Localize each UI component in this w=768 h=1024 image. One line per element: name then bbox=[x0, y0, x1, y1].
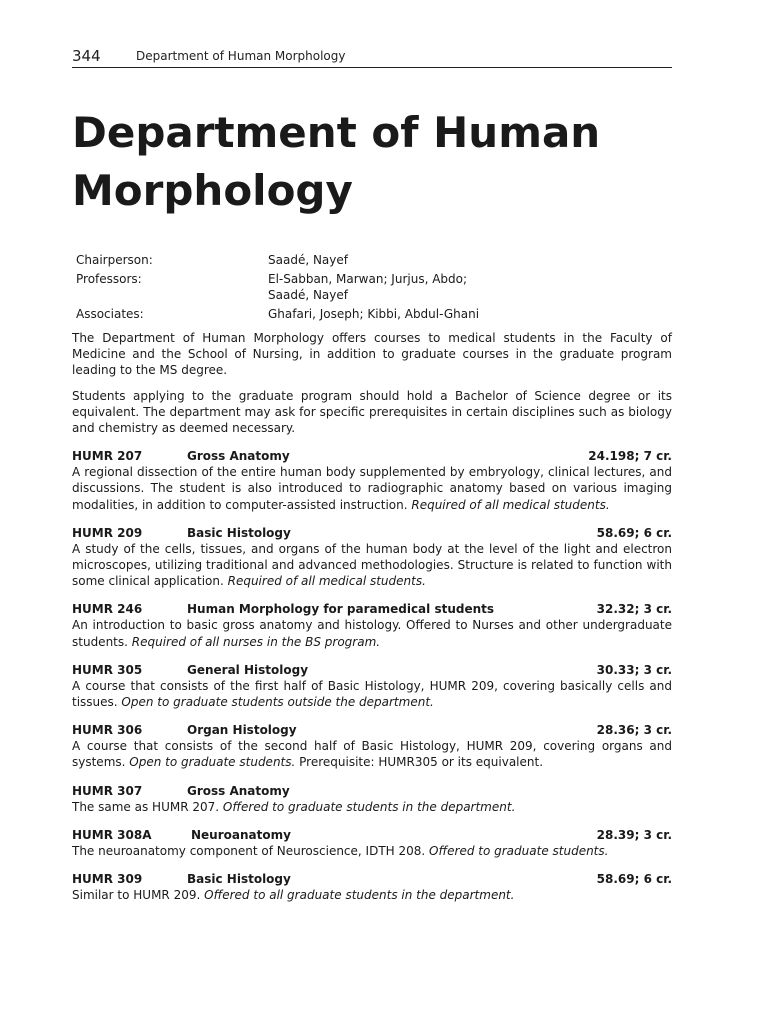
staff-name-line: Saadé, Nayef bbox=[268, 288, 348, 302]
course-name: Gross Anatomy bbox=[187, 783, 290, 798]
course-name: Basic Histology bbox=[187, 525, 291, 540]
course-description-text: A study of the cells, tissues, and organs of the human body at the level of the light and electron microscopes, utilizing traditional and advanced methodologies. Structure is related to function with some clinical application. bbox=[72, 541, 672, 589]
course-code: HUMR 307 bbox=[72, 783, 143, 798]
course-description bbox=[72, 464, 672, 513]
course-header bbox=[72, 783, 672, 799]
course-header bbox=[72, 722, 672, 738]
course-credits: 28.39; 3 cr. bbox=[596, 827, 672, 842]
staff-row-associates bbox=[76, 306, 672, 322]
course-description-text: An introduction to basic gross anatomy and histology. Offered to Nurses and other undergraduate students. bbox=[72, 618, 672, 649]
course-note: Offered to graduate students. bbox=[429, 843, 609, 858]
course-name: Organ Histology bbox=[187, 723, 297, 738]
course-code: HUMR 309 bbox=[72, 872, 143, 887]
staff-row-chairperson bbox=[76, 252, 672, 268]
course-code: HUMR 246 bbox=[72, 602, 143, 617]
course-humr-209 bbox=[72, 525, 672, 590]
course-description-text: The neuroanatomy component of Neuroscience, IDTH 208. bbox=[72, 843, 430, 858]
staff-role: Professors: bbox=[76, 272, 142, 286]
course-description bbox=[72, 617, 672, 649]
course-humr-306 bbox=[72, 722, 672, 770]
intro-paragraph: The Department of Human Morphology offers courses to medical students in the Faculty of Medicine and the School of Nursing, in addition to graduate courses in the graduate program leading to the MS degree. bbox=[72, 331, 672, 378]
course-note: Required of all nurses in the BS program. bbox=[131, 634, 381, 649]
staff-names bbox=[268, 252, 672, 268]
page-number: 344 bbox=[72, 47, 101, 65]
course-header bbox=[72, 601, 672, 617]
page-title: Department of Human Morphology bbox=[72, 108, 601, 215]
course-description-text: A course that consists of the second half of Basic Histology, HUMR 209, covering organs and systems. bbox=[72, 739, 672, 770]
course-code: HUMR 207 bbox=[72, 449, 143, 464]
course-credits: 28.36; 3 cr. bbox=[596, 723, 672, 738]
course-credits: 24.198; 7 cr. bbox=[588, 449, 672, 464]
staff-name-line: Ghafari, Joseph; Kibbi, Abdul-Ghani bbox=[268, 307, 480, 321]
staff-name-line: Saadé, Nayef bbox=[268, 253, 348, 267]
course-note: Offered to graduate students in the department. bbox=[222, 799, 516, 814]
course-description-text: The same as HUMR 207. bbox=[72, 799, 223, 814]
course-description bbox=[72, 887, 672, 903]
course-credits: 32.32; 3 cr. bbox=[596, 602, 672, 617]
course-header bbox=[72, 525, 672, 541]
course-description-tail: Prerequisite: HUMR305 or its equivalent. bbox=[295, 755, 544, 770]
course-humr-307 bbox=[72, 783, 672, 815]
course-humr-207 bbox=[72, 448, 672, 513]
course-credits: 58.69; 6 cr. bbox=[596, 872, 672, 887]
course-code: HUMR 306 bbox=[72, 723, 143, 738]
course-description-text: Similar to HUMR 209. bbox=[72, 888, 205, 903]
course-code: HUMR 305 bbox=[72, 662, 143, 677]
course-humr-309 bbox=[72, 871, 672, 903]
course-name: Neuroanatomy bbox=[191, 827, 291, 842]
staff-role: Associates: bbox=[76, 307, 144, 321]
staff-list bbox=[76, 252, 672, 325]
course-description-text: A regional dissection of the entire human body supplemented by embryology, clinical lectures, and discussions. The student is also introduced to radiographic anatomy based on various imaging modalities, in addition to computer-assisted instruction. bbox=[72, 465, 672, 512]
staff-name-line: El-Sabban, Marwan; Jurjus, Abdo; bbox=[268, 272, 468, 286]
intro-paragraph: Students applying to the graduate program should hold a Bachelor of Science degree or its equivalent. The department may ask for specific prerequisites in certain disciplines such as biology and chemistry as deemed necessary. bbox=[72, 388, 672, 436]
course-description bbox=[72, 541, 672, 590]
running-title: Department of Human Morphology bbox=[136, 49, 346, 63]
course-humr-308a bbox=[72, 827, 672, 859]
course-humr-305 bbox=[72, 662, 672, 710]
course-name: General Histology bbox=[187, 662, 309, 677]
course-description bbox=[72, 738, 672, 770]
course-credits: 30.33; 3 cr. bbox=[596, 662, 672, 677]
course-name: Basic Histology bbox=[187, 872, 291, 887]
course-note: Open to graduate students outside the department. bbox=[121, 695, 434, 710]
course-note: Required of all medical students. bbox=[411, 497, 610, 512]
running-header bbox=[72, 47, 672, 68]
course-code: HUMR 209 bbox=[72, 525, 143, 540]
course-note: Required of all medical students. bbox=[227, 574, 426, 589]
course-code: HUMR 308A bbox=[72, 827, 152, 842]
staff-names bbox=[268, 271, 672, 303]
course-note: Open to graduate students. bbox=[129, 755, 296, 770]
course-description-text: A course that consists of the first half of Basic Histology, HUMR 209, covering basically cells and tissues. bbox=[72, 678, 672, 710]
course-humr-246 bbox=[72, 601, 672, 649]
staff-row-professors bbox=[76, 271, 672, 303]
course-credits: 58.69; 6 cr. bbox=[596, 525, 672, 540]
course-description bbox=[72, 799, 672, 815]
course-header bbox=[72, 448, 672, 464]
staff-names bbox=[268, 306, 672, 322]
course-header bbox=[72, 871, 672, 887]
staff-role: Chairperson: bbox=[76, 253, 153, 267]
course-description bbox=[72, 843, 672, 859]
course-header bbox=[72, 662, 672, 678]
page-body bbox=[72, 330, 672, 903]
course-note: Offered to all graduate students in the department. bbox=[204, 888, 515, 903]
course-name: Gross Anatomy bbox=[187, 449, 290, 464]
course-description bbox=[72, 678, 672, 710]
course-header bbox=[72, 827, 672, 843]
course-name: Human Morphology for paramedical students bbox=[187, 602, 495, 617]
